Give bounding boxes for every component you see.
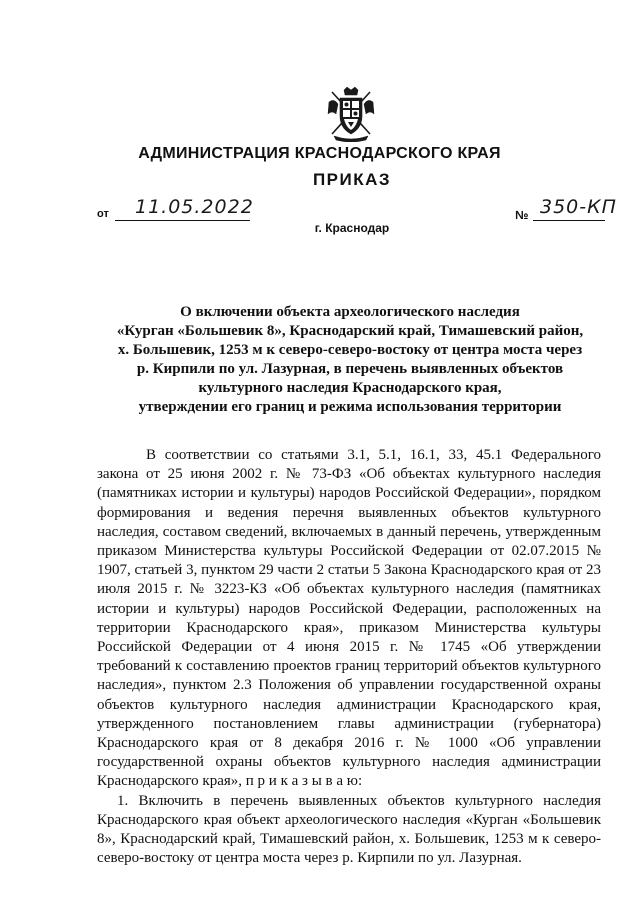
number-label: №: [515, 208, 529, 222]
number-value: 350-КП: [540, 196, 617, 218]
title-line: утверждении его границ и режима использования территории: [138, 399, 562, 415]
body-paragraph-preamble: В соответствии со статьями 3.1, 5.1, 16.1, 33, 45.1 Федерального закона от 25 июня 2002 г. № 73-ФЗ «Об объектах культурного наследия (памятниках истории и культуры) народов Российской Федерации», порядком формирования и ведения перечня выявленных объектов культурного наследия, составом сведений, включаемых в данный перечень, утвержденным приказом Министерства культуры Российской Федерации от 02.07.2015 № 1907, статьей 3, пунктом 29 части 2 статьи 5 Закона Краснодарского края от 23 июля 2015 г. № 3223-КЗ «Об объектах культурного наследия (памятниках истории и культуры) народов Российской Федерации, расположенных на территории Краснодарского края», приказом Министерства культуры Российской Федерации от 4 июня 2015 г. № 1745 «Об утверждении требований к составлению проектов границ территорий объектов культурного наследия», пунктом 2.3 Положения об управлении государственной охраны объектов культурного наследия администрации Краснодарского края, утвержденного постановлением главы администрации (губернатора) Краснодарского края от 8 декабря 2016 г. № 1000 «Об управлении государственной охраны объектов культурного наследия администрации Краснодарского края», п р и к а з ы в а ю:: [97, 447, 601, 790]
document-body: [97, 446, 601, 868]
city-label: г. Краснодар: [314, 221, 390, 235]
document-title: [90, 303, 610, 417]
title-line: О включении объекта археологического наследия: [180, 304, 520, 320]
title-line: «Курган «Большевик 8», Краснодарский край, Тимашевский район,: [116, 323, 584, 339]
krasnodar-coat-of-arms-icon: [326, 86, 376, 142]
document-type: ПРИКАЗ: [312, 170, 392, 189]
title-line: культурного наследия Краснодарского края,: [198, 380, 502, 396]
organization-name: АДМИНИСТРАЦИЯ КРАСНОДАРСКОГО КРАЯ: [138, 145, 501, 162]
date-value: 11.05.2022: [135, 196, 254, 218]
title-line: х. Большевик, 1253 м к северо-северо-востоку от центра моста через: [117, 342, 583, 358]
title-line: р. Кирпили по ул. Лазурная, в перечень выявленных объектов: [136, 361, 564, 377]
body-paragraph-item-1: 1. Включить в перечень выявленных объектов культурного наследия Краснодарского края объект археологического наследия «Курган «Большевик 8», Краснодарский край, Тимашевский район, х. Большевик, 1253 м к северо-северо-востоку от центра моста через р. Кирпили по ул. Лазурная.: [97, 792, 601, 867]
date-label: от: [97, 208, 109, 220]
